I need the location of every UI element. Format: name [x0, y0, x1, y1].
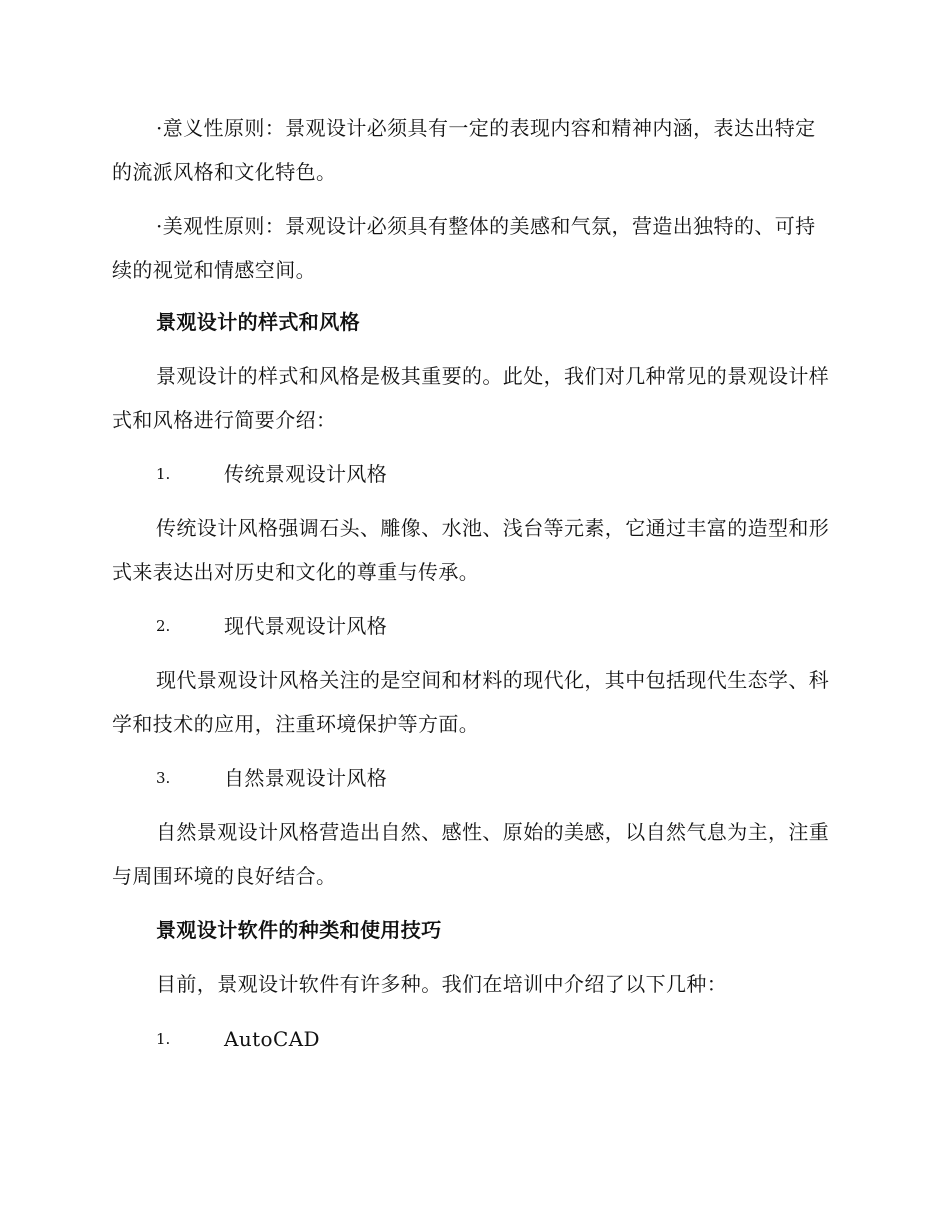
styles-intro-paragraph: 景观设计的样式和风格是极其重要的。此处，我们对几种常见的景观设计样式和风格进行简要介绍： — [112, 364, 830, 432]
modern-style-description: 现代景观设计风格关注的是空间和材料的现代化，其中包括现代生态学、科学和技术的应用，注重环境保护等方面。 — [112, 668, 830, 736]
item-number: 1. — [156, 1030, 171, 1048]
section-heading-styles: 景观设计的样式和风格 — [156, 310, 360, 334]
item-label: 现代景观设计风格 — [224, 614, 388, 638]
principle-beauty-paragraph: ·美观性原则：景观设计必须具有整体的美感和气氛，营造出独特的、可持续的视觉和情感空间。 — [112, 214, 816, 282]
item-number: 2. — [156, 617, 171, 635]
natural-style-description: 自然景观设计风格营造出自然、感性、原始的美感，以自然气息为主，注重与周围环境的良好结合。 — [112, 820, 830, 888]
item-number: 1. — [156, 465, 171, 483]
item-label: AutoCAD — [224, 1027, 320, 1051]
item-label: 自然景观设计风格 — [224, 766, 388, 790]
principle-meaning-paragraph: ·意义性原则：景观设计必须具有一定的表现内容和精神内涵，表达出特定的流派风格和文化特色。 — [112, 116, 816, 184]
traditional-style-description: 传统设计风格强调石头、雕像、水池、浅台等元素，它通过丰富的造型和形式来表达出对历史和文化的尊重与传承。 — [112, 516, 830, 584]
item-number: 3. — [156, 769, 171, 787]
software-intro-paragraph: 目前，景观设计软件有许多种。我们在培训中介绍了以下几种： — [156, 972, 728, 996]
section-heading-software: 景观设计软件的种类和使用技巧 — [156, 918, 442, 942]
item-label: 传统景观设计风格 — [224, 462, 388, 486]
